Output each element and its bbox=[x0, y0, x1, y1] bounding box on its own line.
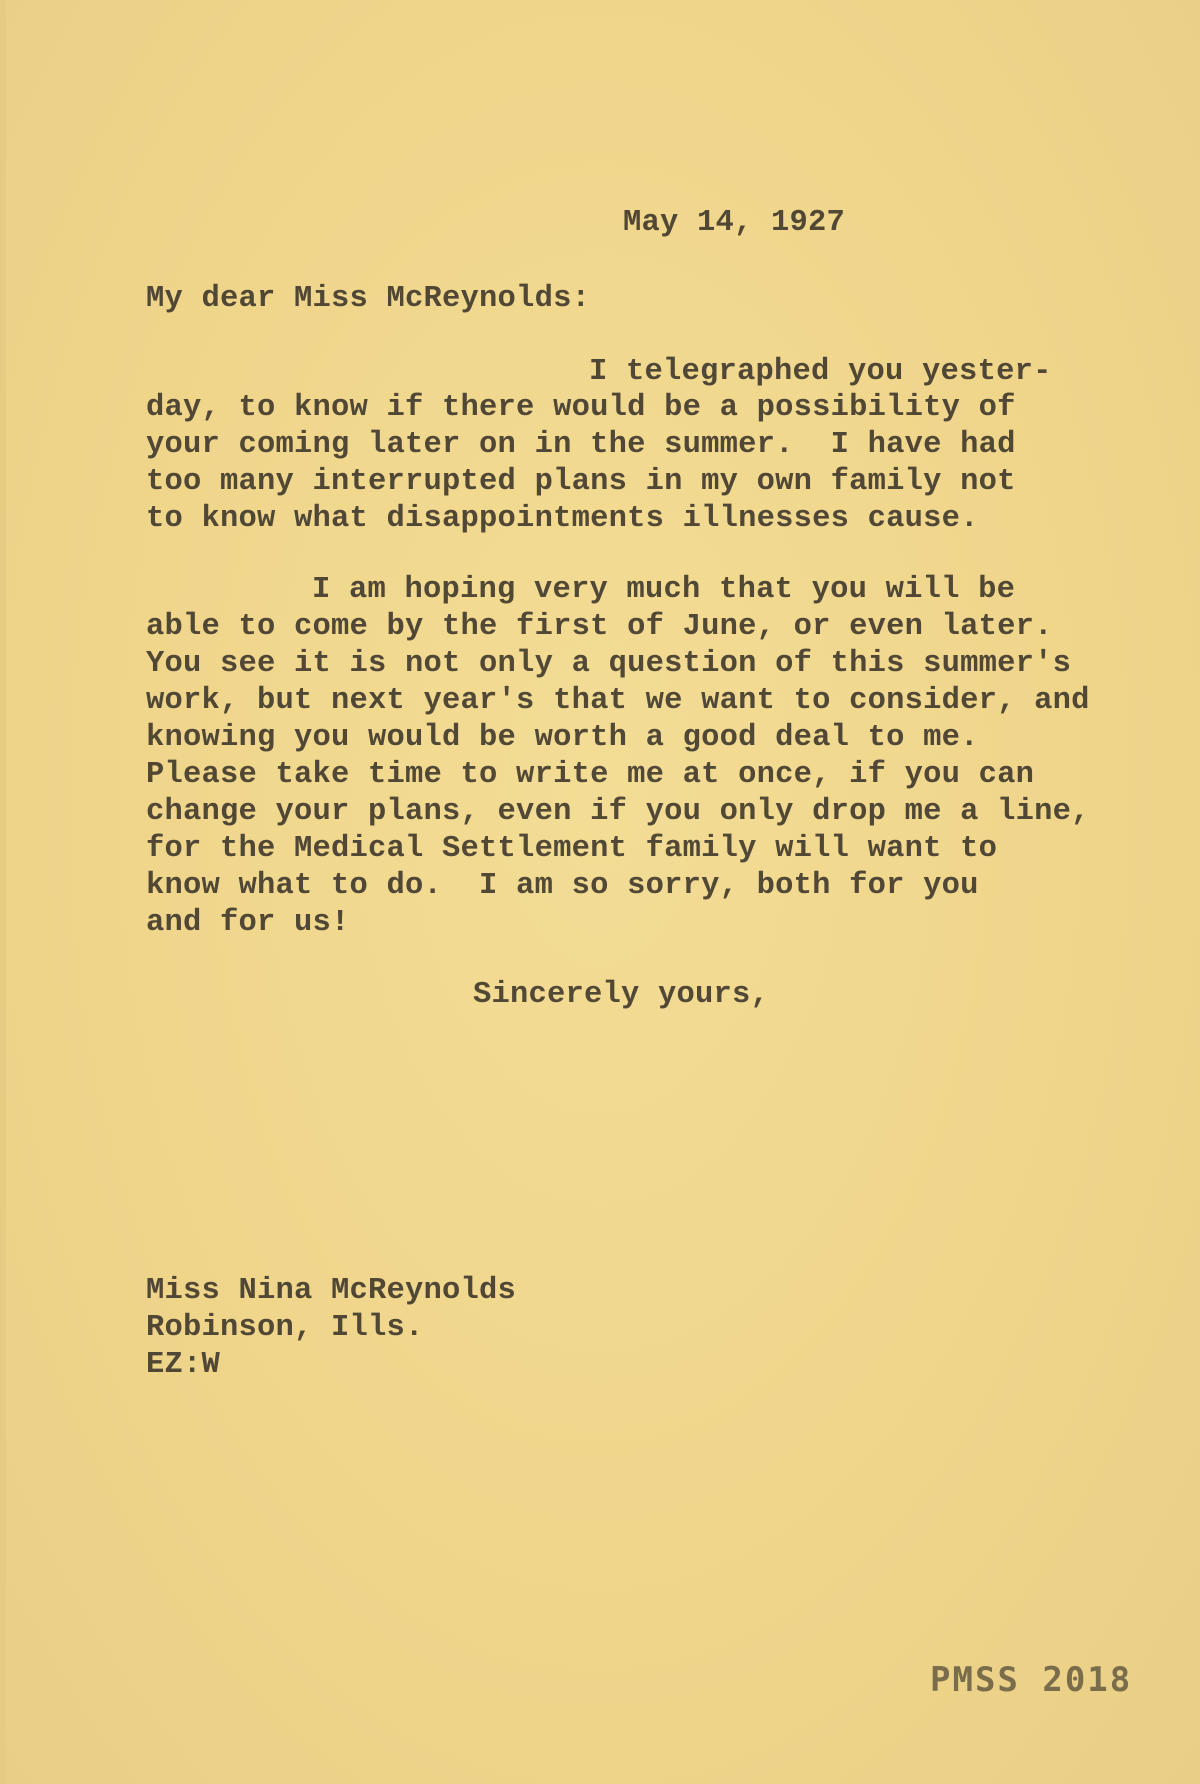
paragraph-line: change your plans, even if you only drop me a line, bbox=[146, 795, 1090, 829]
paragraph-line: your coming later on in the summer. I have had bbox=[146, 428, 1016, 462]
paper-edge bbox=[0, 0, 6, 1784]
paragraph-line: for the Medical Settlement family will want to bbox=[146, 832, 998, 866]
paragraph-line: day, to know if there would be a possibility of bbox=[146, 391, 1016, 425]
paragraph-line: too many interrupted plans in my own family not bbox=[146, 465, 1016, 499]
paragraph-line: I telegraphed you yester- bbox=[589, 355, 1052, 389]
paragraph-line: and for us! bbox=[146, 906, 350, 940]
paragraph-line: to know what disappointments illnesses cause. bbox=[146, 502, 979, 536]
reference-initials: EZ:W bbox=[146, 1348, 221, 1382]
letter-date: May 14, 1927 bbox=[623, 206, 846, 240]
address-line: Robinson, Ills. bbox=[146, 1311, 424, 1345]
salutation: My dear Miss McReynolds: bbox=[146, 282, 591, 316]
closing: Sincerely yours, bbox=[473, 978, 770, 1012]
paragraph-line: You see it is not only a question of this summer's bbox=[146, 647, 1072, 681]
archive-watermark: PMSS 2018 bbox=[930, 1660, 1133, 1700]
paragraph-line: work, but next year's that we want to consider, and bbox=[146, 684, 1090, 718]
paragraph-line: Please take time to write me at once, if you can bbox=[146, 758, 1035, 792]
paragraph-line: know what to do. I am so sorry, both for you bbox=[146, 869, 979, 903]
paragraph-line: knowing you would be worth a good deal to me. bbox=[146, 721, 979, 755]
paragraph-line: able to come by the first of June, or even later. bbox=[146, 610, 1053, 644]
address-line: Miss Nina McReynolds bbox=[146, 1274, 517, 1308]
paragraph-line: I am hoping very much that you will be bbox=[312, 573, 1016, 607]
